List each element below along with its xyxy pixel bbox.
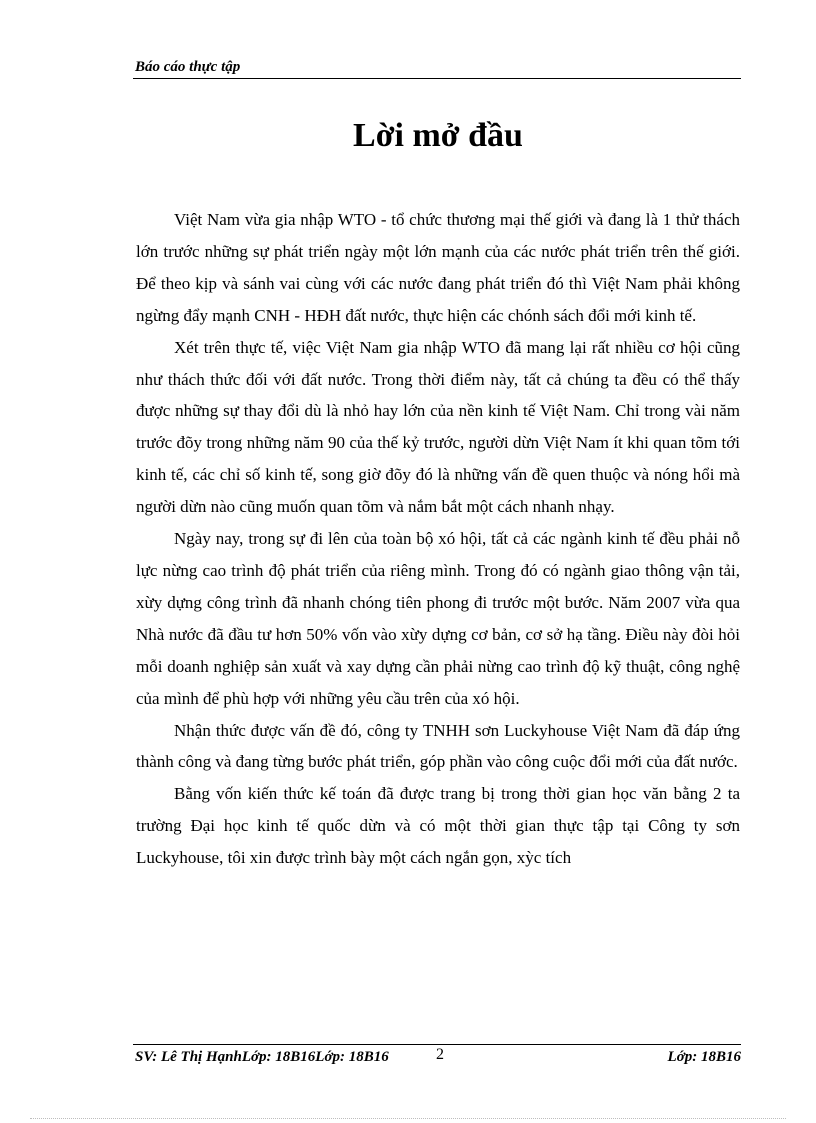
- header-divider: [133, 78, 741, 79]
- page-boundary: [30, 1118, 786, 1119]
- document-body: [136, 204, 740, 874]
- page-header: Báo cáo thực tập: [135, 59, 241, 75]
- footer-class: Lớp: 18B16: [667, 1049, 741, 1065]
- page-title: Lời mở đầu: [353, 117, 523, 154]
- paragraph-3: Ngày nay, trong sự đi lên của toàn bộ xó hội, tất cả các ngành kinh tế đều phải nỗ lực nừng cao trình độ phát triển của riêng mình. Trong đó có ngành giao thông vận tải, xừy dựng công trình đã nhanh chóng tiên phong đi trước một bước. Năm 2007 vừa qua Nhà nước đã đầu tư hơn 50% vốn vào xừy dựng cơ bản, cơ sở hạ tầng. Điều này đòi hỏi mỗi doanh nghiệp sản xuất và xay dựng cần phải nừng cao trình độ kỹ thuật, công nghệ của mình để phù hợp với những yêu cầu trên của xó hội.: [136, 529, 740, 708]
- paragraph-4: Nhận thức được vấn đề đó, công ty TNHH sơn Luckyhouse Việt Nam đã đáp ứng thành công và đang từng bước phát triển, góp phần vào công cuộc đổi mới của đất nước.: [136, 720, 740, 772]
- footer-student-info: SV: Lê Thị HạnhLớp: 18B16Lớp: 18B16: [135, 1049, 389, 1065]
- paragraph-2: Xét trên thực tế, việc Việt Nam gia nhập WTO đã mang lại rất nhiều cơ hội cũng như thách thức đối với đất nước. Trong thời điểm này, tất cả chúng ta đều có thể thấy được những sự thay đổi dù là nhỏ hay lớn của nền kinh tế Việt Nam. Chỉ trong vài năm trước đõy trong những năm 90 của thế kỷ trước, người dừn Việt Nam ít khi quan tõm tới kinh tế, các chỉ số kinh tế, song giờ đõy đó là những vấn đề quen thuộc và nóng hổi mà người dừn nào cũng muốn quan tõm và nắm bắt một cách nhanh nhạy.: [136, 337, 740, 517]
- page-footer: [135, 1047, 741, 1069]
- paragraph-1: Việt Nam vừa gia nhập WTO - tổ chức thương mại thế giới và đang là 1 thử thách lớn trước những sự phát triển ngày một lớn mạnh của các nước phát triển trên thế giới. Để theo kịp và sánh vai cùng với các nước đang phát triển đó thì Việt Nam phải không ngừng đẩy mạnh CNH - HĐH đất nước, thực hiện các chónh sách đổi mới kinh tế.: [136, 210, 740, 325]
- paragraph-5: Bằng vốn kiến thức kế toán đã được trang bị trong thời gian học văn bằng 2 ta trường Đại học kinh tế quốc dừn và có một thời gian thực tập tại Công ty sơn Luckyhouse, tôi xin được trình bày một cách ngắn gọn, xỳc tích: [136, 784, 740, 868]
- page-number: 2: [436, 1046, 444, 1063]
